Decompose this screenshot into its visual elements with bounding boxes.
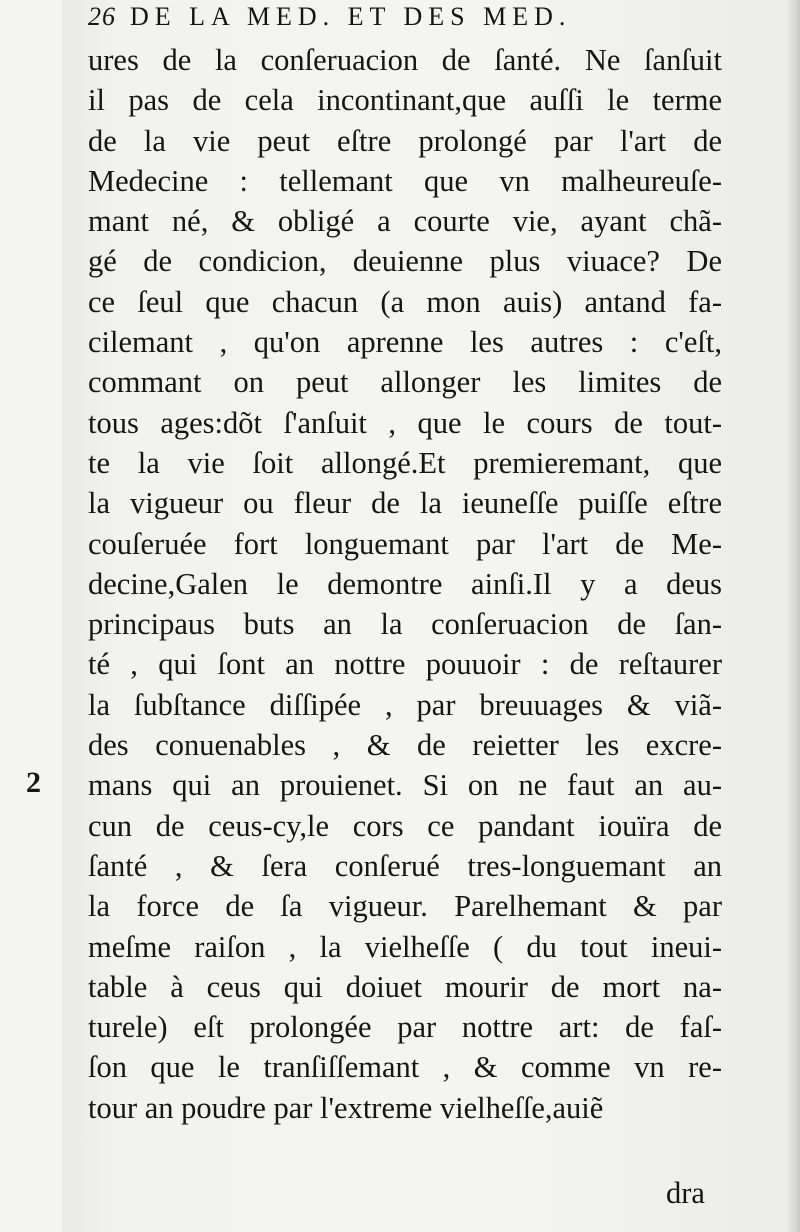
text-line: turele) eſt prolongée par nottre art: de faſ- bbox=[88, 1010, 722, 1045]
text-line: table à ceus qui doiuet mourir de mort na- bbox=[88, 969, 722, 1004]
text-line: gé de condicion, deuienne plus viuace? De bbox=[88, 244, 722, 279]
text-line: ures de la conſeruacion de ſanté. Ne ſanſuit bbox=[88, 43, 722, 77]
text-line: mant né, & obligé a courte vie, ayant chã- bbox=[88, 204, 722, 239]
text-line: tour an poudre par l'extreme vielheſſe,auiẽ bbox=[88, 1090, 604, 1125]
text-line: té , qui ſont an nottre pouuoir : de reſtaurer bbox=[88, 647, 722, 682]
text-line: mans qui an prouienet. Si on ne faut an au- bbox=[88, 768, 722, 803]
text-line: decine,Galen le demontre ainſi.Il y a deus bbox=[88, 566, 722, 601]
text-line: ſon que le tranſiſſemant , & comme vn re- bbox=[88, 1050, 722, 1085]
text-line: te la vie ſoit allongé.Et premieremant, que bbox=[88, 445, 722, 480]
text-line: principaus buts an la conſeruacion de ſan- bbox=[88, 607, 722, 642]
page-edge-shadow bbox=[786, 0, 800, 1232]
text-line: de la vie peut eſtre prolongé par l'art de bbox=[88, 123, 722, 158]
body-text bbox=[88, 40, 722, 1128]
text-line: des conuenables , & de reietter les excre- bbox=[88, 728, 722, 763]
catchword: dra bbox=[666, 1176, 705, 1210]
text-line: la force de ſa vigueur. Parelhemant & par bbox=[88, 889, 722, 924]
text-line: Medecine : tellemant que vn malheureuſe- bbox=[88, 163, 722, 198]
margin-note: 2 bbox=[26, 766, 41, 799]
text-line: il pas de cela incontinant,que auſſi le terme bbox=[88, 83, 722, 118]
text-line: meſme raiſon , la vielheſſe ( du tout ineui- bbox=[88, 929, 722, 964]
text-line: commant on peut allonger les limites de bbox=[88, 365, 722, 400]
running-title: DE LA MED. ET DES MED. bbox=[130, 2, 572, 31]
text-line: cun de ceus-cy,le cors ce pandant iouïra de bbox=[88, 808, 722, 843]
running-header bbox=[88, 2, 571, 32]
text-line: la vigueur ou fleur de la ieuneſſe puiſſe eſtre bbox=[88, 486, 722, 521]
text-line: ſanté , & ſera conſerué tres-longuemant an bbox=[88, 848, 722, 883]
text-line: couſeruée fort longuemant par l'art de Me- bbox=[88, 526, 722, 561]
text-line: cilemant , qu'on aprenne les autres : c'eſt, bbox=[88, 325, 722, 360]
text-line: ce ſeul que chacun (a mon auis) antand fa- bbox=[88, 284, 722, 319]
text-line: tous ages:dõt ſ'anſuit , que le cours de tout- bbox=[88, 405, 722, 440]
text-line: la ſubſtance diſſipée , par breuuages & viã- bbox=[88, 687, 722, 722]
page-number: 26 bbox=[88, 2, 116, 31]
